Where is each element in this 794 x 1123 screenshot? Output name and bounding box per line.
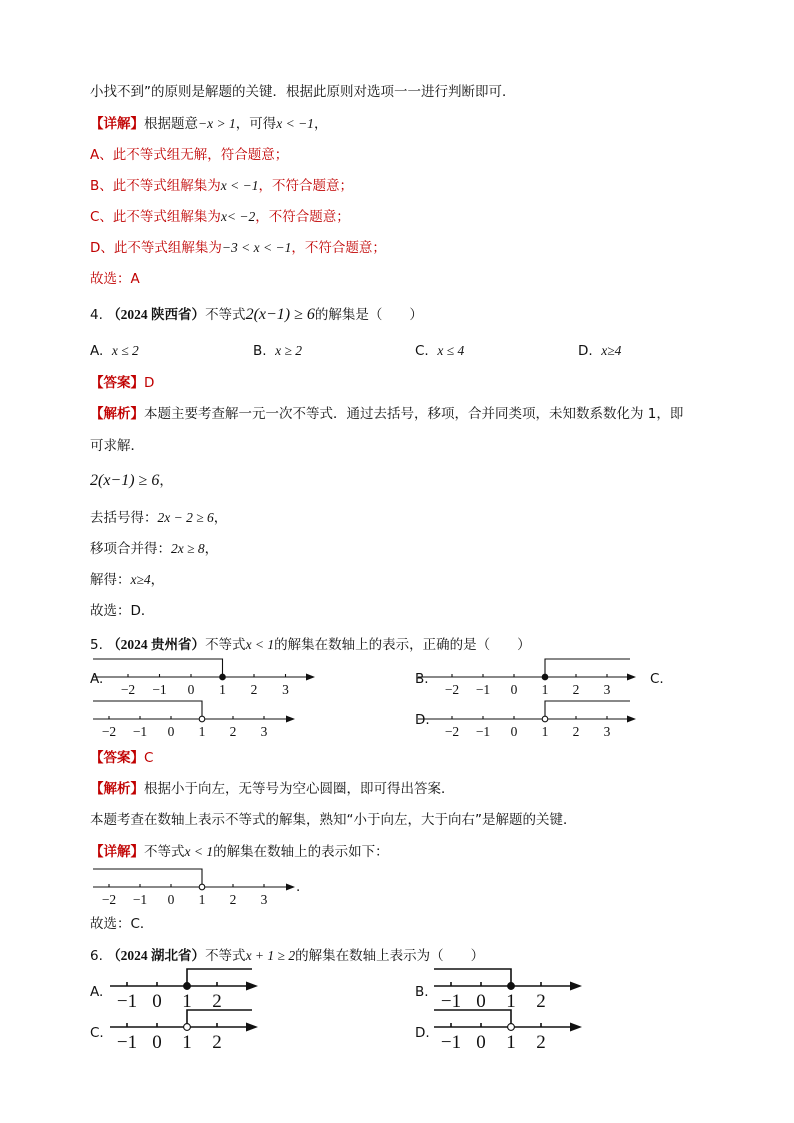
q5-analysis-text-1: 根据小于向左，无等号为空心圆圈，即可得出答案．	[144, 781, 455, 797]
tick-label: 0	[152, 1032, 162, 1053]
q4-step1	[90, 509, 227, 527]
axis-arrow-icon	[570, 982, 582, 991]
q5-answer-tag: 【答案】	[90, 750, 144, 766]
q5-detail-line	[90, 843, 389, 861]
tick-label: −1	[132, 724, 148, 739]
q6-option-b-svg	[434, 967, 589, 1013]
q4-step0-expr: 2(x−1) ≥ 6	[90, 472, 160, 489]
tick-label: 3	[260, 892, 268, 907]
tick-label: 1	[198, 724, 206, 739]
tick-label: 1	[541, 682, 549, 697]
q6-option-d-label: D.	[415, 1025, 430, 1041]
q4-step2	[90, 540, 218, 558]
axis-arrow-icon	[246, 1023, 258, 1032]
q4-step2-label: 移项合并得：	[90, 541, 171, 557]
q3-opt-c-line	[90, 208, 350, 226]
solution-ray	[187, 1010, 252, 1027]
q4-step1-suffix: ，	[213, 510, 228, 526]
intro-line: 小找不到”的原则是解题的关键．根据此原则对选项一一进行判断即可．	[90, 84, 516, 100]
tick-label: 1	[182, 1032, 192, 1053]
q3-opt-b-text: B、此不等式组解集为	[90, 178, 221, 194]
q3-detail-line	[90, 115, 327, 133]
q5-analysis-line-1	[90, 780, 455, 798]
tick-label: 1	[219, 682, 226, 697]
q4-option-c-label: C.	[415, 343, 429, 359]
q5-detail-tag: 【详解】	[90, 844, 144, 860]
q4-answer-value: D	[144, 375, 155, 391]
q5-detail-svg	[93, 865, 303, 909]
tick-label: 1	[541, 724, 549, 739]
q6-stem-expr: x + 1 ≥ 2	[245, 948, 296, 963]
q3-opt-c-tail: ，不符合题意；	[255, 209, 350, 225]
tick-label: 0	[152, 991, 162, 1012]
analysis-tag: 【解析】	[90, 406, 144, 422]
solution-ray	[93, 659, 223, 677]
q5-stem-tail: 的解集在数轴上的表示，正确的是（ ）	[274, 637, 531, 653]
q3-opt-c-text: C、此不等式组解集为	[90, 209, 221, 225]
solution-ray	[434, 969, 511, 986]
solution-ray	[187, 969, 252, 986]
q5-detail-text: 不等式	[144, 844, 185, 860]
q3-opt-d-expr: −3 < x < −1	[221, 240, 292, 255]
q5-detail-tail: 的解集在数轴上的表示如下：	[213, 844, 389, 860]
solution-ray	[545, 659, 630, 677]
tick-label: 1	[182, 991, 192, 1012]
q6-stem	[90, 947, 484, 965]
axis-arrow-icon	[570, 1023, 582, 1032]
q4-source: （2024 陕西省）	[107, 307, 206, 322]
q6-option-c-numberline	[110, 1008, 265, 1054]
q5-option-b-label: B.	[415, 671, 429, 687]
q5-option-d-label: D.	[415, 712, 430, 728]
q3-opt-b-expr: x < −1	[220, 178, 259, 193]
q4-option-d-label: D.	[578, 343, 593, 359]
q5-option-a-label: A.	[90, 671, 104, 687]
q3-opt-c-expr: x< −2	[220, 209, 256, 224]
axis-arrow-icon	[246, 982, 258, 991]
q4-step3	[90, 571, 164, 589]
q5-stem-text: 不等式	[205, 637, 246, 653]
q5-option-a-svg	[93, 655, 323, 699]
tick-label: 0	[167, 724, 175, 739]
tick-label: 2	[250, 682, 258, 697]
q3-detail-expr2: x < −1	[276, 116, 314, 131]
tick-label: −1	[475, 724, 491, 739]
q3-detail-text-c: ，	[313, 116, 328, 132]
q4-stem	[90, 306, 423, 324]
q6-option-c-svg	[110, 1008, 265, 1054]
q5-detail-expr: x < 1	[184, 844, 214, 859]
tick-label: −1	[116, 991, 138, 1012]
tick-label: 2	[536, 1032, 546, 1053]
q5-source: （2024 贵州省）	[107, 637, 206, 652]
q3-opt-a-line: A、此不等式组无解，符合题意；	[90, 147, 289, 163]
q4-step2-suffix: ，	[204, 541, 219, 557]
q6-option-c-label: C.	[90, 1025, 104, 1041]
q4-answer	[90, 374, 154, 392]
q4-stem-expr: 2(x−1) ≥ 6	[245, 306, 315, 323]
tick-label: 2	[229, 892, 237, 907]
solution-ray	[434, 1010, 511, 1027]
q4-step3-expr: x≥4	[130, 572, 151, 587]
tick-label: −2	[444, 682, 460, 697]
q5-answer-value: C	[144, 750, 154, 766]
q5-analysis-tag: 【解析】	[90, 781, 144, 797]
closed-point	[184, 983, 191, 990]
q4-analysis-text-1: 本题主要考查解一元一次不等式．通过去括号，移项，合并同类项，未知数系数化为 1，即	[144, 406, 684, 422]
open-point	[508, 1024, 515, 1031]
q6-stem-tail: 的解集在数轴上表示为（ ）	[295, 948, 485, 964]
tick-label: 0	[510, 724, 518, 739]
tick-label: 2	[212, 991, 222, 1012]
q4-option-a	[90, 343, 139, 359]
detail-tag: 【详解】	[90, 116, 144, 132]
q4-num: 4.	[90, 307, 103, 323]
tick-label: −2	[444, 724, 460, 739]
q6-option-a-numberline	[110, 967, 265, 1013]
q6-stem-text: 不等式	[205, 948, 246, 964]
tick-label: 2	[572, 724, 580, 739]
open-point	[199, 716, 205, 722]
tick-label: 1	[506, 1032, 516, 1053]
q4-step0-suffix: ，	[159, 473, 173, 489]
q4-step1-expr: 2x − 2 ≥ 6	[157, 510, 214, 525]
q3-opt-b-tail: ，不符合题意；	[258, 178, 353, 194]
tick-label: 3	[603, 724, 611, 739]
q5-answer	[90, 749, 153, 767]
q3-detail-text: 根据题意	[144, 116, 198, 132]
q6-option-b-numberline	[434, 967, 589, 1013]
q4-option-b-expr: x ≥ 2	[275, 343, 303, 358]
q5-option-c-numberline	[93, 697, 303, 741]
q5-option-c-label: C.	[650, 671, 664, 687]
q5-option-d-svg	[418, 697, 643, 741]
tick-label: 0	[167, 892, 175, 907]
q5-choice: 故选：C．	[90, 916, 154, 932]
q6-option-b-label: B.	[415, 984, 429, 1000]
q4-step2-expr: 2x ≥ 8	[171, 541, 205, 556]
q3-detail-text-b: ，可得	[235, 116, 277, 132]
q4-option-c-expr: x ≤ 4	[437, 343, 465, 358]
tick-label: −2	[101, 724, 117, 739]
q4-step3-label: 解得：	[90, 572, 131, 588]
q6-source: （2024 湖北省）	[107, 948, 206, 963]
q5-stem-expr: x < 1	[245, 637, 275, 652]
q3-choice: 故选：A	[90, 271, 140, 287]
q4-stem-tail: 的解集是（ ）	[314, 307, 423, 323]
tick-label: −1	[132, 892, 148, 907]
tick-label: −1	[440, 991, 462, 1012]
closed-point	[508, 983, 515, 990]
tick-label: −1	[440, 1032, 462, 1053]
q4-option-d-expr: x≥4	[601, 343, 622, 358]
q5-option-a-numberline	[93, 655, 323, 699]
q6-option-a-label: A.	[90, 984, 104, 1000]
open-point	[184, 1024, 191, 1031]
tick-label: −2	[120, 682, 136, 697]
q3-opt-d-line	[90, 239, 386, 257]
q4-analysis-line-2: 可求解．	[90, 438, 144, 454]
tick-label: 2	[212, 1032, 222, 1053]
tick-label: −1	[475, 682, 491, 697]
q5-option-b-numberline	[418, 655, 643, 699]
q4-step1-label: 去括号得：	[90, 510, 158, 526]
tick-label: −1	[152, 682, 167, 697]
q5-detail-period: .	[296, 879, 301, 895]
q6-num: 6.	[90, 948, 103, 964]
q3-opt-b-line	[90, 177, 353, 195]
q4-option-a-label: A.	[90, 343, 104, 359]
tick-label: 1	[198, 892, 206, 907]
q5-stem	[90, 636, 531, 654]
q6-option-a-svg	[110, 967, 265, 1013]
q5-option-b-svg	[418, 655, 643, 699]
q5-analysis-line-2: 本题考查在数轴上表示不等式的解集，熟知“小于向左，大于向右”是解题的关键．	[90, 812, 577, 828]
q3-opt-d-text: D、此不等式组解集为	[90, 240, 222, 256]
closed-point	[220, 674, 226, 680]
tick-label: 3	[260, 724, 268, 739]
tick-label: 0	[476, 1032, 486, 1053]
q4-option-a-expr: x ≤ 2	[111, 343, 139, 358]
axis-arrow-icon	[627, 716, 636, 723]
tick-label: 0	[510, 682, 518, 697]
q4-option-b	[253, 343, 302, 359]
tick-label: 0	[476, 991, 486, 1012]
q5-option-d-numberline	[418, 697, 643, 741]
tick-label: 2	[229, 724, 237, 739]
q3-detail-expr1: −x > 1	[198, 116, 236, 131]
tick-label: 1	[506, 991, 516, 1012]
tick-label: −2	[101, 892, 117, 907]
tick-label: 3	[603, 682, 611, 697]
answer-tag: 【答案】	[90, 375, 144, 391]
q4-analysis-line-1	[90, 405, 683, 423]
q5-option-c-svg	[93, 697, 303, 741]
q3-opt-d-tail: ，不符合题意；	[291, 240, 386, 256]
axis-arrow-icon	[286, 884, 295, 891]
q4-option-d	[578, 343, 621, 359]
q6-option-d-svg	[434, 1008, 589, 1054]
axis-arrow-icon	[286, 716, 295, 723]
tick-label: −1	[116, 1032, 138, 1053]
q5-detail-numberline	[93, 865, 303, 909]
tick-label: 0	[187, 682, 195, 697]
open-point	[199, 884, 205, 890]
q6-option-d-numberline	[434, 1008, 589, 1054]
tick-label: 2	[536, 991, 546, 1012]
axis-arrow-icon	[627, 674, 636, 681]
q4-option-b-label: B.	[253, 343, 267, 359]
q4-step0	[90, 472, 173, 490]
tick-label: 3	[282, 682, 289, 697]
open-point	[542, 716, 548, 722]
q4-options	[90, 343, 690, 361]
tick-label: 2	[572, 682, 580, 697]
solution-ray	[545, 701, 630, 719]
q5-num: 5.	[90, 637, 103, 653]
q4-choice: 故选：D．	[90, 603, 155, 619]
axis-arrow-icon	[306, 674, 315, 681]
q4-stem-text: 不等式	[205, 307, 246, 323]
q4-option-c	[415, 343, 464, 359]
q4-step3-suffix: ，	[150, 572, 165, 588]
closed-point	[542, 674, 548, 680]
